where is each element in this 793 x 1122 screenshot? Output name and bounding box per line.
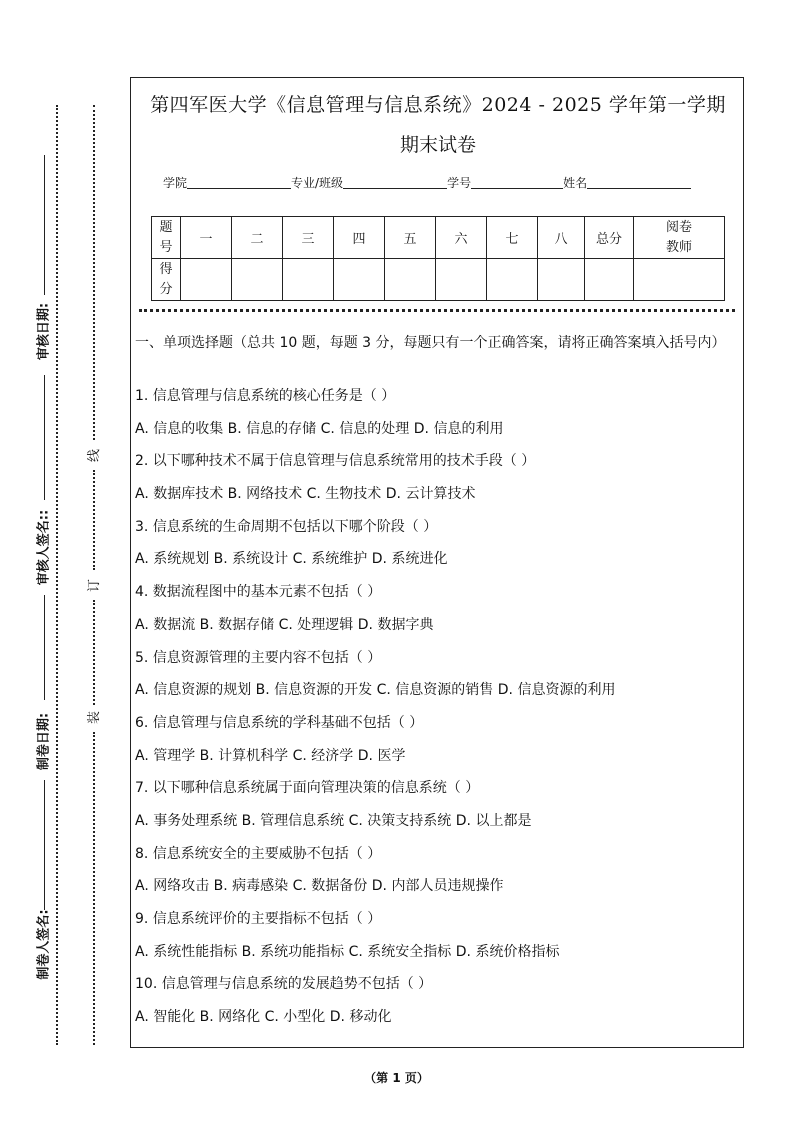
column-header: 六 xyxy=(436,217,487,259)
bind-zhuang-char: 装 xyxy=(87,710,103,725)
score-table-score-row xyxy=(152,259,725,301)
column-header: 总分 xyxy=(585,217,634,259)
column-header: 五 xyxy=(385,217,436,259)
college-field[interactable] xyxy=(187,176,291,189)
question-text: 8. 信息系统安全的主要威胁不包括（ ） xyxy=(135,845,382,862)
bind-ding-char: 订 xyxy=(87,578,103,593)
question-options: A. 事务处理系统 B. 管理信息系统 C. 决策支持系统 D. 以上都是 xyxy=(135,812,532,829)
question-options: A. 智能化 B. 网络化 C. 小型化 D. 移动化 xyxy=(135,1009,392,1026)
score-cell[interactable] xyxy=(487,259,538,301)
section-divider xyxy=(139,309,735,312)
score-cell[interactable] xyxy=(232,259,283,301)
score-cell[interactable] xyxy=(585,259,634,301)
question-options: A. 信息的收集 B. 信息的存储 C. 信息的处理 D. 信息的利用 xyxy=(135,420,504,437)
maker-sign-label: 制卷人签名: xyxy=(36,909,52,980)
column-header: 四 xyxy=(334,217,385,259)
section-heading: 一、单项选择题（总共 10 题，每题 3 分，每题只有一个正确答案，请将正确答案填入括号内） xyxy=(135,335,726,351)
question-text: 6. 信息管理与信息系统的学科基础不包括（ ） xyxy=(135,714,424,731)
student-info-row xyxy=(163,174,691,191)
binding-margin xyxy=(0,0,130,1122)
name-label: 姓名 xyxy=(563,176,588,190)
score-cell[interactable] xyxy=(283,259,334,301)
score-cell[interactable] xyxy=(181,259,232,301)
score-table xyxy=(151,216,725,301)
question-text: 3. 信息系统的生命周期不包括以下哪个阶段（ ） xyxy=(135,518,438,535)
score-cell[interactable] xyxy=(385,259,436,301)
score-cell[interactable] xyxy=(334,259,385,301)
student-id-field[interactable] xyxy=(471,176,563,189)
question-list xyxy=(135,384,741,1038)
score-label: 得 分 xyxy=(152,259,181,301)
signature-line xyxy=(44,375,45,500)
exam-title: 第四军医大学《信息管理与信息系统》2024 - 2025 学年第一学期 xyxy=(150,94,726,116)
binding-line xyxy=(93,470,95,570)
student-id-label: 学号 xyxy=(447,176,472,190)
question-text: 9. 信息系统评价的主要指标不包括（ ） xyxy=(135,911,382,927)
grader-cell[interactable] xyxy=(634,259,725,301)
column-header: 三 xyxy=(283,217,334,259)
name-field[interactable] xyxy=(587,176,691,189)
question-options: A. 数据库技术 B. 网络技术 C. 生物技术 D. 云计算技术 xyxy=(135,486,476,503)
question-options: A. 管理学 B. 计算机科学 C. 经济学 D. 医学 xyxy=(135,747,406,764)
binding-line xyxy=(93,600,95,705)
college-label: 学院 xyxy=(163,176,188,190)
page-number: （第 1 页） xyxy=(364,1071,429,1085)
column-header: 八 xyxy=(538,217,585,259)
score-table-header-row xyxy=(152,217,725,259)
binding-line xyxy=(93,105,95,440)
signature-line xyxy=(44,595,45,700)
question-text: 7. 以下哪种信息系统属于面向管理决策的信息系统（ ） xyxy=(135,780,480,797)
reviewer-sign-label: 审核人签名:: xyxy=(36,509,52,586)
exam-frame xyxy=(130,77,744,1048)
question-options: A. 数据流 B. 数据存储 C. 处理逻辑 D. 数据字典 xyxy=(135,616,434,633)
signature-line xyxy=(44,155,45,295)
question-text: 5. 信息资源管理的主要内容不包括（ ） xyxy=(135,649,382,666)
reviewer-date-label: 审核日期: xyxy=(36,302,52,361)
score-cell[interactable] xyxy=(436,259,487,301)
signature-line xyxy=(44,780,45,910)
question-text: 4. 数据流程图中的基本元素不包括（ ） xyxy=(135,584,382,601)
question-number-label: 题 号 xyxy=(152,217,181,259)
question-options: A. 系统规划 B. 系统设计 C. 系统维护 D. 系统进化 xyxy=(135,551,448,568)
exam-subtitle: 期末试卷 xyxy=(399,134,476,156)
question-options: A. 信息资源的规划 B. 信息资源的开发 C. 信息资源的销售 D. 信息资源的利用 xyxy=(135,682,616,699)
major-field[interactable] xyxy=(343,176,447,189)
question-options: A. 系统性能指标 B. 系统功能指标 C. 系统安全指标 D. 系统价格指标 xyxy=(135,943,560,960)
question-options: A. 网络攻击 B. 病毒感染 C. 数据备份 D. 内部人员违规操作 xyxy=(135,878,504,895)
question-text: 2. 以下哪种技术不属于信息管理与信息系统常用的技术手段（ ） xyxy=(135,453,536,470)
grader-label: 阅卷 教师 xyxy=(634,217,725,259)
dotted-line xyxy=(56,105,58,1045)
binding-line xyxy=(93,732,95,1045)
column-header: 七 xyxy=(487,217,538,259)
column-header: 二 xyxy=(232,217,283,259)
bind-line-char: 线 xyxy=(87,448,103,463)
column-header: 一 xyxy=(181,217,232,259)
question-text: 10. 信息管理与信息系统的发展趋势不包括（ ） xyxy=(135,976,433,993)
question-text: 1. 信息管理与信息系统的核心任务是（ ） xyxy=(135,388,396,404)
major-label: 专业/班级 xyxy=(291,176,344,190)
score-cell[interactable] xyxy=(538,259,585,301)
maker-date-label: 制卷日期: xyxy=(36,712,52,771)
